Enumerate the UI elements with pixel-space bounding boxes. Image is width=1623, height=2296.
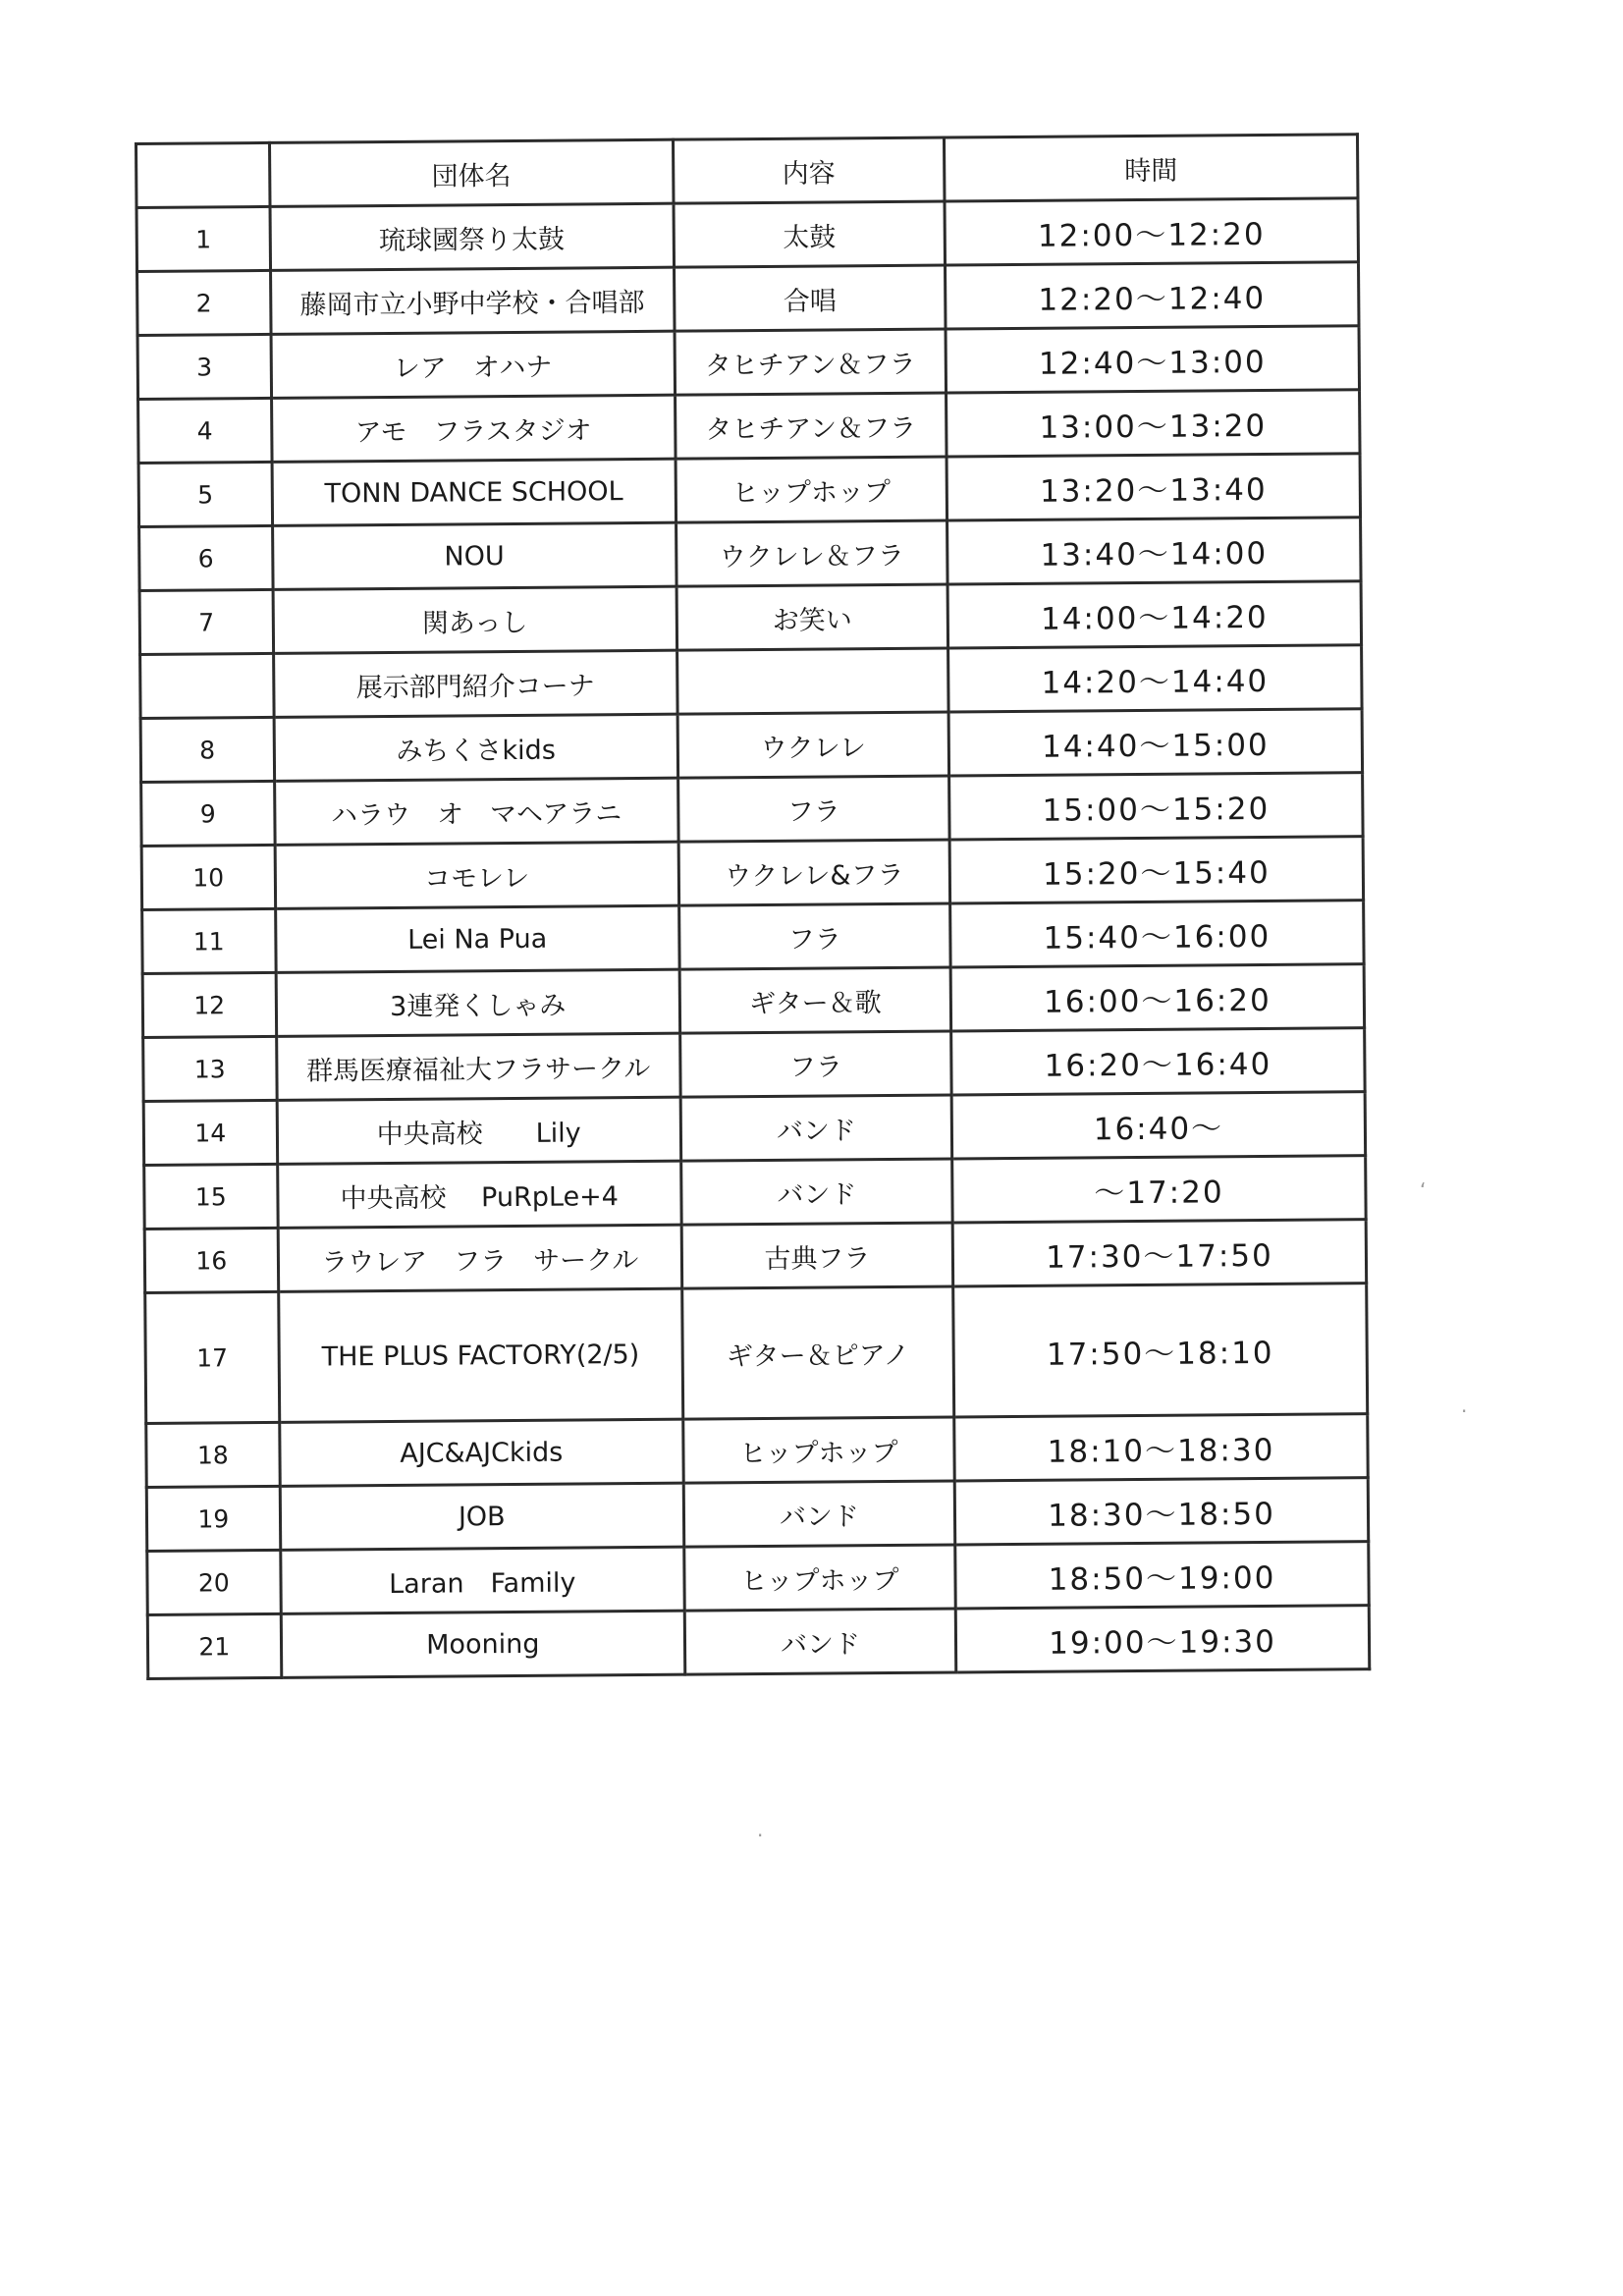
row-number: 19 [146, 1486, 280, 1551]
table-row [137, 262, 1359, 336]
row-number [140, 653, 274, 718]
row-number: 7 [139, 589, 273, 654]
table-row [140, 709, 1362, 783]
row-group-name: レア オハナ [271, 331, 676, 398]
row-number: 13 [143, 1036, 277, 1101]
row-group-name: JOB [280, 1483, 684, 1550]
row-content: 古典フラ [681, 1223, 953, 1288]
row-group-name: Laran Family [280, 1547, 684, 1613]
row-content: バンド [683, 1481, 955, 1547]
row-group-name: 中央高校 Lily [277, 1097, 681, 1164]
row-time: 15:00～15:20 [949, 773, 1363, 840]
header-number [136, 142, 270, 207]
row-group-name: 関あっし [273, 586, 677, 653]
row-group-name: ハラウ オ マヘアラニ [274, 778, 678, 845]
row-number: 8 [140, 717, 274, 782]
row-content: ヒップホップ [676, 457, 947, 522]
row-number: 5 [138, 462, 272, 526]
row-group-name: アモ フラスタジオ [271, 395, 676, 462]
row-group-name: TONN DANCE SCHOOL [272, 459, 676, 525]
row-group-name: 藤岡市立小野中学校・合唱部 [270, 267, 675, 334]
row-number: 20 [147, 1550, 281, 1614]
table-row [144, 1156, 1366, 1230]
row-number: 6 [139, 525, 273, 590]
table-row [139, 518, 1361, 591]
row-content: バンド [681, 1159, 953, 1225]
table-row [140, 645, 1362, 719]
row-number: 14 [143, 1100, 277, 1165]
table-row [145, 1284, 1368, 1424]
row-number: 3 [137, 334, 271, 399]
row-group-name: 展示部門紹介コーナ [273, 650, 677, 717]
table-row [143, 1092, 1365, 1166]
row-time: 16:20～16:40 [951, 1028, 1365, 1095]
row-content: お笑い [676, 584, 948, 650]
scan-speck: ‘ [1420, 1178, 1427, 1202]
row-content: 合唱 [674, 265, 946, 331]
row-number: 12 [142, 972, 276, 1037]
table-row [146, 1478, 1368, 1552]
row-time: 19:00～19:30 [955, 1606, 1369, 1672]
header-group-name: 団体名 [269, 139, 674, 206]
row-time: 13:20～13:40 [947, 454, 1360, 520]
table-row [137, 326, 1359, 400]
table-row [146, 1414, 1368, 1488]
row-number: 18 [146, 1422, 280, 1487]
row-number: 2 [137, 270, 271, 335]
row-time: 15:40～16:00 [950, 901, 1364, 967]
row-number: 9 [141, 781, 275, 846]
row-content: ウクレレ&フラ [678, 840, 950, 905]
row-time: 12:40～13:00 [946, 326, 1359, 393]
table-header-row [136, 135, 1358, 208]
row-time: 18:50～19:00 [955, 1542, 1369, 1609]
row-content [676, 648, 948, 714]
row-time: 16:00～16:20 [950, 964, 1364, 1031]
row-content: バンド [680, 1095, 952, 1161]
performance-schedule-table [135, 133, 1371, 1680]
row-number: 1 [136, 206, 270, 271]
row-time: 12:00～12:20 [945, 198, 1358, 265]
row-number: 10 [141, 845, 275, 909]
row-number: 21 [147, 1613, 281, 1678]
row-content: バンド [684, 1609, 956, 1674]
row-content: ヒップホップ [683, 1417, 955, 1483]
row-content: フラ [679, 903, 951, 969]
row-time: 18:10～18:30 [954, 1414, 1368, 1481]
row-number: 17 [145, 1291, 280, 1423]
row-group-name: 中央高校 PuRpLe+4 [277, 1161, 681, 1228]
row-time: 13:40～14:00 [947, 518, 1361, 584]
table-row [142, 964, 1364, 1038]
row-content: タヒチアン＆フラ [675, 393, 947, 459]
table-row [147, 1606, 1369, 1679]
row-time: 17:50～18:10 [953, 1284, 1368, 1417]
row-time: 14:40～15:00 [948, 709, 1362, 776]
row-group-name: 群馬医療福祉大フラサークル [276, 1033, 680, 1100]
scan-speck: · [757, 1824, 764, 1847]
row-time: 16:40～ [951, 1092, 1365, 1159]
table-row [142, 901, 1364, 974]
row-group-name: AJC&AJCkids [279, 1419, 683, 1486]
header-content: 内容 [673, 137, 945, 203]
row-group-name: 琉球國祭り太鼓 [270, 203, 675, 270]
table-row [141, 837, 1363, 910]
row-group-name: ラウレア フラ サークル [278, 1225, 682, 1291]
row-group-name: コモレレ [275, 842, 679, 908]
row-number: 16 [144, 1228, 278, 1292]
row-time: 13:00～13:20 [947, 390, 1360, 457]
row-content: フラ [677, 776, 949, 842]
table-row [138, 390, 1360, 464]
row-content: 太鼓 [674, 201, 946, 267]
row-content: ギター＆歌 [679, 967, 951, 1033]
table-row [138, 454, 1360, 527]
header-time: 時間 [945, 135, 1358, 201]
table-row [141, 773, 1363, 847]
row-group-name: NOU [272, 522, 676, 589]
row-time: 14:00～14:20 [947, 581, 1361, 648]
row-group-name: 3連発くしゃみ [276, 969, 680, 1036]
row-content: ヒップホップ [684, 1545, 956, 1611]
row-time: 12:20～12:40 [946, 262, 1359, 329]
row-group-name: みちくさkids [274, 714, 678, 781]
row-content: タヒチアン＆フラ [675, 329, 947, 395]
row-group-name: THE PLUS FACTORY(2/5) [278, 1288, 682, 1422]
row-content: ウクレレ＆フラ [676, 520, 947, 586]
row-group-name: Lei Na Pua [275, 905, 679, 972]
row-content: ギター＆ピアノ [682, 1286, 954, 1419]
row-time: 18:30～18:50 [954, 1478, 1368, 1545]
row-time: 15:20～15:40 [949, 837, 1363, 903]
row-content: フラ [680, 1031, 952, 1097]
row-group-name: Mooning [281, 1611, 685, 1677]
row-number: 15 [144, 1164, 278, 1229]
scan-speck: · [1461, 1399, 1468, 1423]
row-number: 4 [138, 398, 272, 463]
row-number: 11 [142, 908, 276, 973]
table-row [144, 1220, 1366, 1293]
table-row [147, 1542, 1369, 1615]
row-content: ウクレレ [677, 712, 949, 778]
row-time: ～17:20 [952, 1156, 1366, 1223]
table-row [143, 1028, 1365, 1102]
row-time: 14:20～14:40 [948, 645, 1362, 712]
table-row [139, 581, 1361, 655]
table-row [136, 198, 1358, 272]
row-time: 17:30～17:50 [952, 1220, 1366, 1286]
